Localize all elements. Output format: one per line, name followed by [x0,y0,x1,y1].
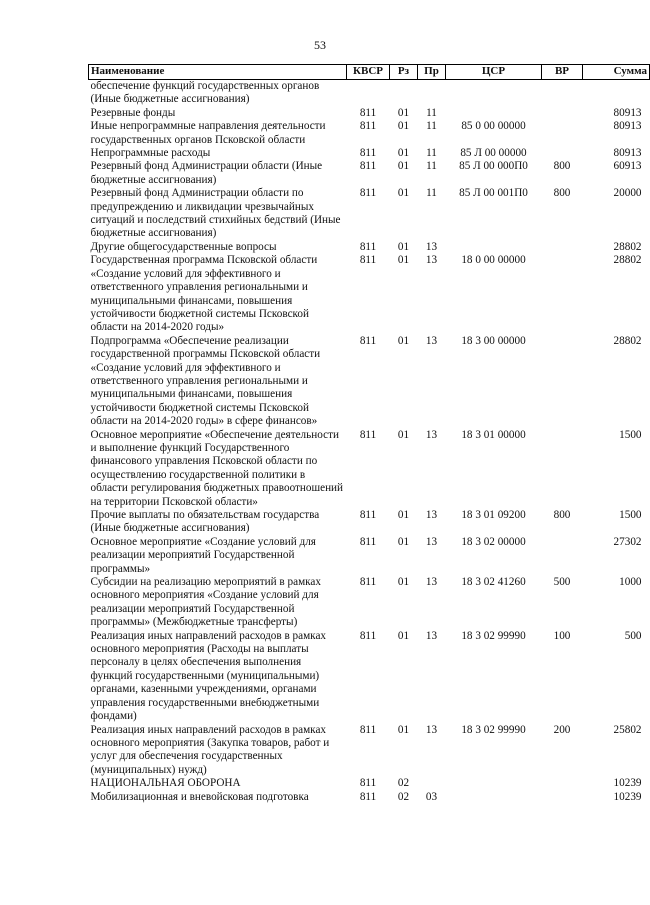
cell-rz: 01 [397,428,410,441]
cell-sum: 1000 [619,576,642,589]
cell-pr: 11 [426,147,437,160]
cell-csr: 18 3 01 00000 [461,428,526,441]
header-vr: ВР [542,65,583,80]
cell-kvsr: 811 [359,509,377,521]
cell-csr [446,107,542,120]
cell-pr: 13 [425,240,438,253]
cell-rz: 01 [397,187,410,200]
cell-name: Резервный фонд Администрации области по предупреждению и ликвидации чрезвычайных ситуаций и последствий стихийных бедствий (Иные бюджетные ассигнования) [90,187,341,240]
table-row [89,107,650,120]
header-sum: Сумма [583,65,650,80]
cell-csr: 18 3 02 00000 [461,535,526,548]
cell-kvsr: 811 [359,187,377,200]
cell-kvsr [347,80,390,107]
cell-name: Прочие выплаты по обязательствам государства (Иные бюджетные ассигнования) [90,509,320,535]
cell-name: Другие общегосударственные вопросы [90,240,277,253]
table-body [89,80,650,804]
cell-name: Реализация иных направлений расходов в рамках основного мероприятия (Расходы на выплаты персоналу в целях обеспечения выполнения функций государственными (муниципальными) органами, казенными учреждениями, органами управления государственными внебюджетными фондами) [90,629,327,723]
cell-name: обеспечение функций государственных органов (Иные бюджетные ассигнования) [90,80,320,106]
cell-vr [542,429,583,509]
cell-sum: 28802 [613,240,642,253]
cell-vr [542,241,583,254]
cell-name: Резервный фонд Администрации области (Иные бюджетные ассигнования) [90,160,323,186]
cell-pr: 13 [425,428,438,441]
cell-csr: 18 3 00 00000 [461,334,526,347]
header-rz: Рз [390,65,418,80]
cell-vr [542,335,583,429]
table-row [89,777,650,790]
table-row [89,724,650,778]
cell-rz [390,80,418,107]
cell-name: Основное мероприятие «Обеспечение деятельности и выполнение функций Государственного финансового управления Псковской области по осуществлению государственной политики в области регулирования бюджетных правоотношений на территории Псковской области» [90,428,344,508]
cell-sum: 28802 [613,334,642,347]
cell-vr [542,107,583,120]
cell-pr [418,80,446,107]
table-row [89,80,650,107]
cell-sum: 27302 [613,535,642,548]
table-header-row [89,65,650,80]
table-row [89,791,650,804]
cell-sum: 10239 [613,777,642,790]
cell-name: Мобилизационная и вневойсковая подготовка [90,790,309,803]
cell-sum: 1500 [619,509,642,521]
cell-vr: 800 [553,187,571,200]
table-row [89,429,650,509]
table-row [89,241,650,254]
cell-kvsr: 811 [359,254,377,267]
cell-rz: 01 [397,629,410,642]
cell-kvsr: 811 [359,240,377,253]
cell-kvsr: 811 [359,334,377,347]
cell-vr: 800 [553,509,571,521]
cell-name: Непрограммные расходы [90,147,211,160]
table-row [89,160,650,187]
cell-kvsr: 811 [359,106,377,119]
table-row [89,630,650,724]
cell-pr: 13 [425,576,438,589]
cell-kvsr: 811 [359,777,377,790]
cell-name: Резервные фонды [90,106,176,119]
cell-rz: 01 [397,106,410,119]
cell-vr [542,791,583,804]
cell-sum: 10239 [613,790,642,803]
cell-pr: 13 [425,254,438,267]
cell-name: НАЦИОНАЛЬНАЯ ОБОРОНА [90,777,241,790]
cell-csr: 85 Л 00 001П0 [459,187,528,200]
cell-rz: 01 [397,535,410,548]
cell-rz: 01 [397,334,410,347]
cell-rz: 01 [397,254,410,267]
cell-vr: 100 [553,629,571,642]
cell-vr: 200 [553,723,571,736]
cell-rz: 01 [397,723,410,736]
cell-pr: 13 [425,509,438,521]
cell-sum [583,80,650,107]
cell-csr: 85 0 00 00000 [461,120,526,133]
cell-sum: 80913 [613,147,642,160]
cell-vr [542,80,583,107]
cell-csr: 18 3 02 99990 [461,723,526,736]
cell-pr: 11 [426,187,437,200]
cell-rz: 01 [397,240,410,253]
table-row [89,147,650,160]
cell-rz: 01 [397,160,410,173]
cell-csr: 18 0 00 00000 [461,254,526,267]
cell-kvsr: 811 [359,723,377,736]
header-kvsr: КВСР [347,65,390,80]
cell-vr [542,777,583,790]
cell-sum: 25802 [613,723,642,736]
table-row [89,576,650,630]
cell-pr [418,777,446,790]
table-row [89,536,650,576]
cell-vr: 500 [553,576,571,589]
cell-pr: 11 [426,120,437,133]
table-row [89,187,650,241]
cell-name: Государственная программа Псковской области «Создание условий для эффективного и ответственного управления региональными и муниципальными финансами, повышения устойчивости бюджетной системы Псковской области на 2014-2020 годы» [90,254,318,334]
cell-vr [542,254,583,334]
cell-name: Подпрограмма «Обеспечение реализации государственной программы Псковской области «Создание условий для эффективного и ответственного управления региональными и муниципальными финансами, повышения устойчивости бюджетной системы Псковской области на 2014-2020 годы» в сфере финансов» [90,334,321,428]
cell-csr: 18 3 02 99990 [461,629,526,642]
cell-pr: 13 [425,629,438,642]
cell-kvsr: 811 [359,629,377,642]
cell-pr: 11 [426,106,437,119]
cell-csr: 18 3 01 09200 [461,509,526,521]
cell-vr [542,147,583,160]
cell-csr: 85 Л 00 00000 [460,147,527,160]
table-row [89,254,650,334]
cell-kvsr: 811 [359,790,377,803]
cell-kvsr: 811 [359,147,377,160]
cell-name: Субсидии на реализацию мероприятий в рамках основного мероприятия «Создание условий для реализации мероприятий Государственной программы» (Межбюджетные трансферты) [90,576,321,629]
cell-pr: 11 [426,160,437,173]
page-number: 53 [314,38,326,52]
cell-sum: 28802 [613,254,642,267]
cell-sum: 80913 [613,120,642,133]
cell-vr: 800 [553,160,571,173]
cell-rz: 01 [397,120,410,133]
cell-kvsr: 811 [359,428,377,441]
table-row [89,509,650,536]
budget-table [88,64,650,804]
cell-csr [446,791,542,804]
cell-pr: 03 [425,790,438,803]
cell-csr [446,777,542,790]
table-row [89,120,650,147]
cell-name: Реализация иных направлений расходов в рамках основного мероприятия (Закупка товаров, работ и услуг для обеспечения государственных (муниципальных) нужд) [90,723,330,776]
cell-kvsr: 811 [359,576,377,589]
table-row [89,335,650,429]
cell-csr: 85 Л 00 000П0 [459,160,528,173]
cell-kvsr: 811 [359,160,377,173]
cell-rz: 01 [397,509,410,521]
cell-csr [446,241,542,254]
cell-rz: 01 [397,147,410,160]
cell-sum: 20000 [613,187,642,200]
cell-pr: 13 [425,334,438,347]
cell-csr [446,80,542,107]
cell-rz: 01 [397,576,410,589]
header-pr: Пр [418,65,446,80]
cell-name: Иные непрограммные направления деятельности государственных органов Псковской области [90,120,326,146]
cell-kvsr: 811 [359,535,377,548]
header-csr: ЦСР [446,65,542,80]
cell-name: Основное мероприятие «Создание условий для реализации мероприятий Государственной программы» [90,535,316,575]
cell-sum: 1500 [619,428,642,441]
cell-rz: 02 [397,777,410,790]
cell-rz: 02 [397,790,410,803]
cell-csr: 18 3 02 41260 [461,576,526,589]
cell-vr [542,120,583,147]
header-name: Наименование [89,65,347,80]
cell-kvsr: 811 [359,120,377,133]
cell-sum: 80913 [613,106,642,119]
cell-vr [542,536,583,576]
cell-pr: 13 [425,535,438,548]
cell-sum: 500 [624,629,642,642]
cell-pr: 13 [425,723,438,736]
cell-sum: 60913 [613,160,642,173]
